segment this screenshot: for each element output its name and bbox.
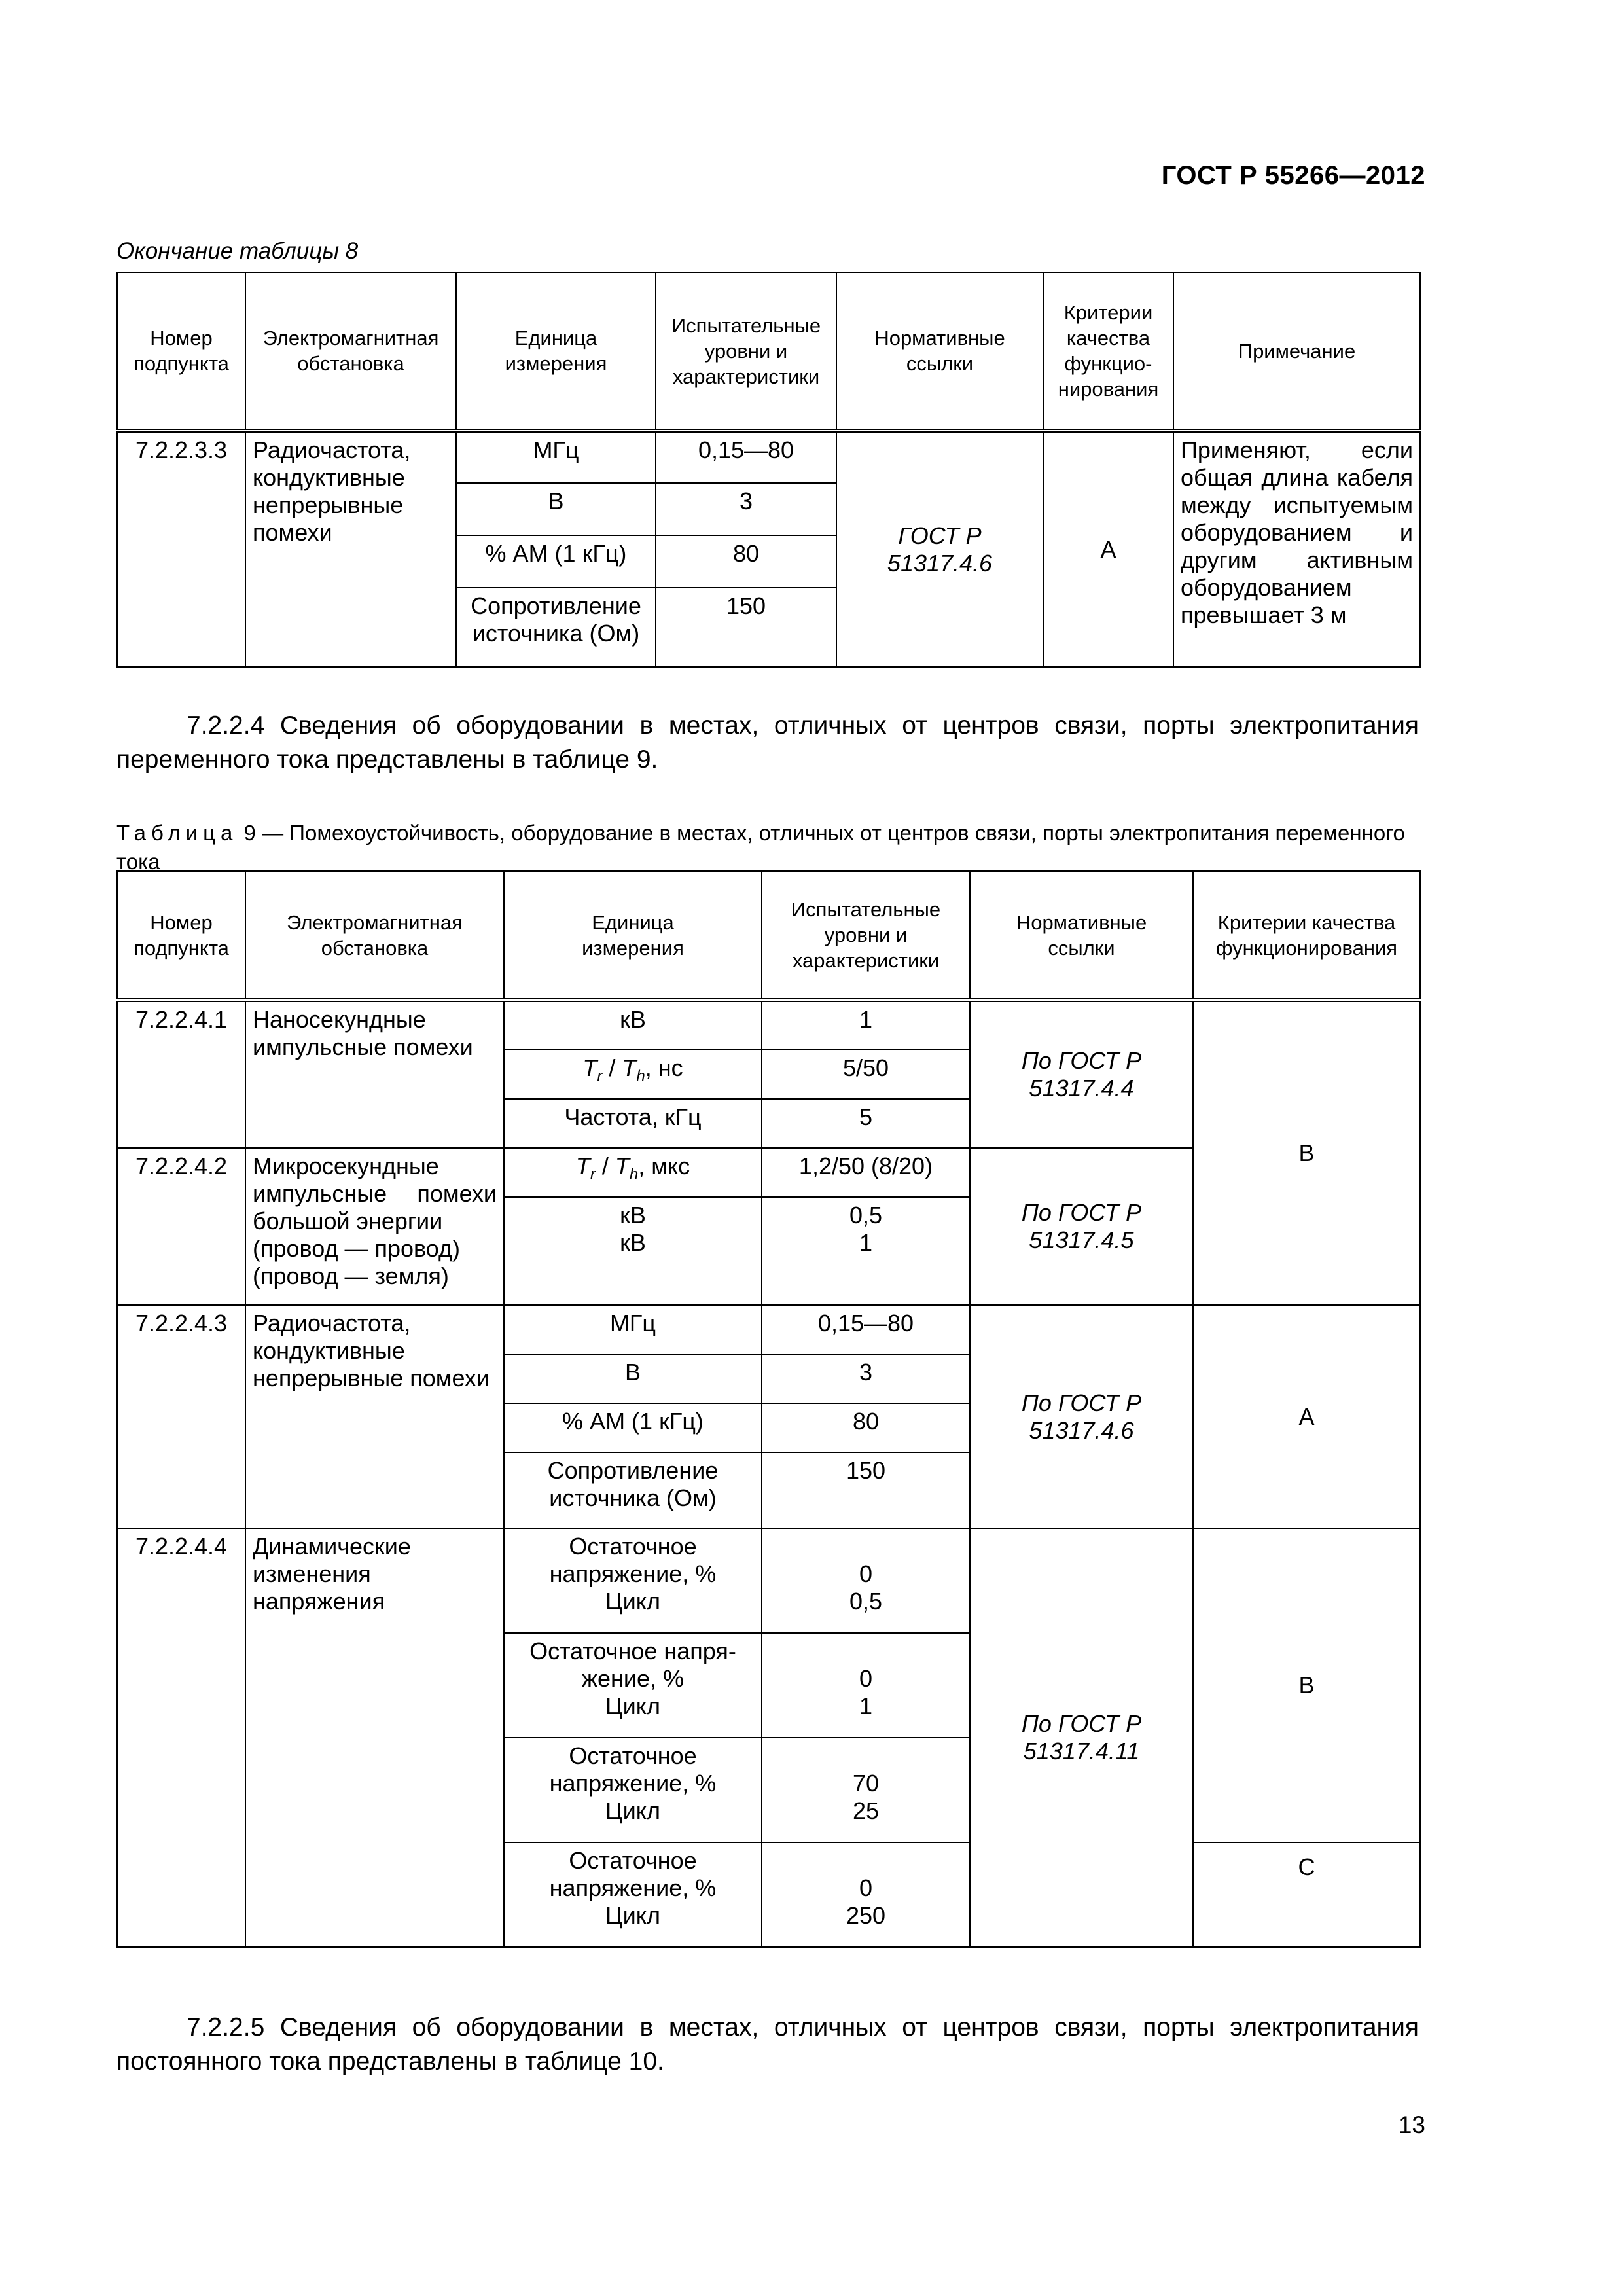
t8-row-environment: Радиочастота, кондуктивные непрерывные помехи <box>245 431 456 667</box>
t8-unit: % АМ (1 кГц) <box>456 535 656 588</box>
t9-criterion: B <box>1193 1000 1420 1305</box>
table9-caption-label: Таблица <box>116 821 238 845</box>
t9-number: 7.2.2.4.4 <box>117 1528 245 1947</box>
t9-level: 0,15—80 <box>762 1305 970 1354</box>
t9-header-criteria: Критерии качества функционирования <box>1193 871 1420 1000</box>
t9-level: 5 <box>762 1099 970 1148</box>
t9-header-levels: Испытательные уровни и характеристики <box>762 871 970 1000</box>
t9-unit: Остаточное напряжение, % Цикл <box>504 1738 762 1842</box>
table9 <box>116 870 1421 1948</box>
t9-unit: % АМ (1 кГц) <box>504 1403 762 1452</box>
t9-reference: По ГОСТ Р 51317.4.5 <box>970 1148 1193 1305</box>
t9-unit: В <box>504 1354 762 1403</box>
t8-reference: ГОСТ Р 51317.4.6 <box>836 431 1043 667</box>
t9-level: 0 250 <box>762 1842 970 1947</box>
t9-header-reference: Нормативные ссылки <box>970 871 1193 1000</box>
t9-unit: Частота, кГц <box>504 1099 762 1148</box>
t9-level: 1 <box>762 1000 970 1050</box>
t9-unit: кВ кВ <box>504 1197 762 1305</box>
t9-unit: МГц <box>504 1305 762 1354</box>
t8-unit: МГц <box>456 431 656 483</box>
t9-reference: По ГОСТ Р 51317.4.6 <box>970 1305 1193 1528</box>
t9-level: 5/50 <box>762 1050 970 1099</box>
t9-header-number: Номер подпункта <box>117 871 245 1000</box>
t9-unit: кВ <box>504 1000 762 1050</box>
t8-unit: В <box>456 483 656 535</box>
t9-number: 7.2.2.4.3 <box>117 1305 245 1528</box>
t8-header-unit: Единица измерения <box>456 272 656 431</box>
t8-header-number: Номер подпункта <box>117 272 245 431</box>
t9-unit-tr-th: $T_r / T_h$, мкс <box>504 1148 762 1197</box>
table9-caption-text: 9 — Помехоустойчивость, оборудование в местах, отличных от центров связи, порты электропитания переменного тока <box>116 821 1405 874</box>
t9-environment: Наносекундные импульсные помехи <box>245 1000 504 1148</box>
t8-unit: Сопротивление источника (Ом) <box>456 588 656 667</box>
t9-header-environment: Электромагнитная обстановка <box>245 871 504 1000</box>
t9-unit-tr-th: $T_r / T_h$, нс <box>504 1050 762 1099</box>
t9-unit: Остаточное напря- жение, % Цикл <box>504 1633 762 1738</box>
t8-criterion: A <box>1043 431 1173 667</box>
t9-criterion: B <box>1193 1528 1420 1842</box>
t8-header-reference: Нормативные ссылки <box>836 272 1043 431</box>
t9-level: 80 <box>762 1403 970 1452</box>
table9-caption <box>116 819 1419 876</box>
t9-number: 7.2.2.4.2 <box>117 1148 245 1305</box>
document-code: ГОСТ Р 55266—2012 <box>1161 161 1425 190</box>
t8-row-number: 7.2.2.3.3 <box>117 431 245 667</box>
table8-caption: Окончание таблицы 8 <box>116 238 359 264</box>
t9-level: 70 25 <box>762 1738 970 1842</box>
t9-level: 0,5 1 <box>762 1197 970 1305</box>
t8-header-criteria: Критерии качества функцио- нирования <box>1043 272 1173 431</box>
paragraph-7-2-2-4: 7.2.2.4 Сведения об оборудовании в местах, отличных от центров связи, порты электропитания переменного тока представлены в таблице 9. <box>116 711 1419 774</box>
t8-header-note: Примечание <box>1173 272 1420 431</box>
t9-environment: Динамические изменения напряжения <box>245 1528 504 1947</box>
t9-criterion: A <box>1193 1305 1420 1528</box>
t9-number: 7.2.2.4.1 <box>117 1000 245 1148</box>
t8-note: Применяют, если общая длина кабеля между испытуемым оборудованием и другим активным оборудованием превышает 3 м <box>1173 431 1420 667</box>
t9-unit: Остаточное напряжение, % Цикл <box>504 1842 762 1947</box>
t9-level: 150 <box>762 1452 970 1528</box>
t9-environment: Радиочастота, кондуктивные непрерывные помехи <box>245 1305 504 1528</box>
t8-level: 80 <box>656 535 836 588</box>
t9-reference: По ГОСТ Р 51317.4.11 <box>970 1528 1193 1947</box>
paragraph-7-2-2-5: 7.2.2.5 Сведения об оборудовании в местах, отличных от центров связи, порты электропитания постоянного тока представлены в таблице 10. <box>116 2013 1419 2075</box>
table8 <box>116 272 1421 668</box>
t8-header-environment: Электромагнитная обстановка <box>245 272 456 431</box>
page-number: 13 <box>1398 2111 1425 2138</box>
t9-level: 1,2/50 (8/20) <box>762 1148 970 1197</box>
t9-unit: Остаточное напряжение, % Цикл <box>504 1528 762 1633</box>
t9-environment: Микросекундные импульсные помехи большой энергии (провод — провод) (провод — земля) <box>245 1148 504 1305</box>
t9-level: 3 <box>762 1354 970 1403</box>
t9-level: 0 1 <box>762 1633 970 1738</box>
t9-level: 0 0,5 <box>762 1528 970 1633</box>
t9-unit: Сопротивление источника (Ом) <box>504 1452 762 1528</box>
t9-reference: По ГОСТ Р 51317.4.4 <box>970 1000 1193 1148</box>
t9-header-unit: Единица измерения <box>504 871 762 1000</box>
t8-level: 150 <box>656 588 836 667</box>
t9-criterion: C <box>1193 1842 1420 1947</box>
t8-level: 0,15—80 <box>656 431 836 483</box>
t8-level: 3 <box>656 483 836 535</box>
t8-header-levels: Испытательные уровни и характеристики <box>656 272 836 431</box>
